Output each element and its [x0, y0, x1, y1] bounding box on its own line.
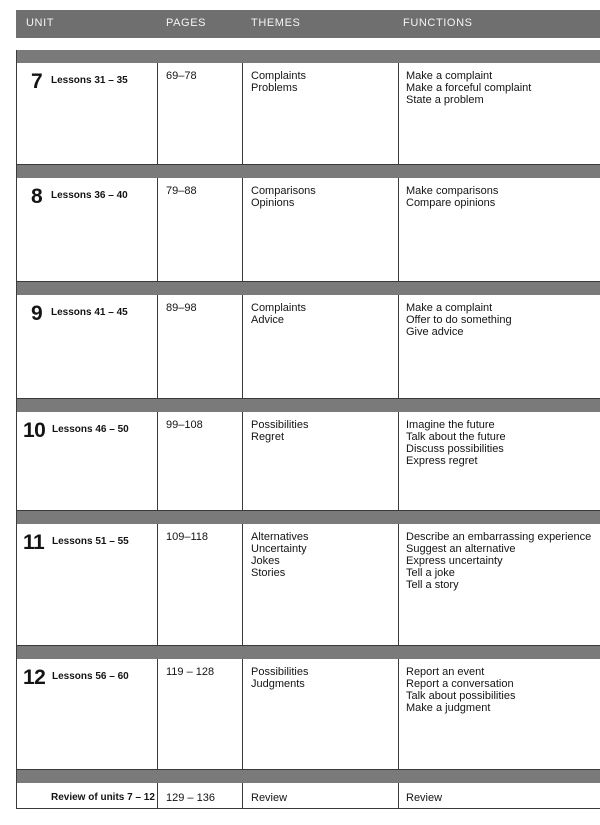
unit-lessons: Lessons 41 – 45 [51, 307, 128, 318]
header-themes: THEMES [251, 17, 301, 29]
unit-cell [17, 659, 158, 769]
pages-cell: 119 – 128 [158, 659, 243, 769]
header-functions: FUNCTIONS [403, 17, 473, 29]
unit-number: 10 [23, 419, 46, 442]
function-item: Describe an embarrassing experience [406, 531, 592, 543]
unit-lessons: Lessons 46 – 50 [52, 424, 129, 435]
function-item: Tell a joke [406, 567, 455, 579]
theme-item: Regret [251, 431, 285, 443]
theme-item: Stories [251, 567, 286, 579]
unit-cell [17, 412, 158, 510]
functions-cell [399, 295, 600, 398]
review-pages: 129 – 136 [158, 783, 243, 808]
unit-lessons: Lessons 36 – 40 [51, 190, 128, 201]
themes-cell [243, 178, 399, 281]
unit-cell [17, 295, 158, 398]
themes-cell [243, 659, 399, 769]
function-item: Imagine the future [406, 419, 495, 431]
functions-cell [399, 178, 600, 281]
functions-cell [399, 412, 600, 510]
function-item: Talk about the future [406, 431, 506, 443]
theme-item: Complaints [251, 70, 307, 82]
header-pages: PAGES [166, 17, 207, 29]
functions-cell [399, 524, 600, 645]
function-item: Give advice [406, 326, 464, 338]
unit-row [17, 412, 600, 511]
pages-cell: 89–98 [158, 295, 243, 398]
review-themes: Review [243, 783, 399, 808]
unit-number: 11 [23, 531, 45, 554]
unit-row [17, 295, 600, 399]
themes-cell [243, 412, 399, 510]
pages-cell: 79–88 [158, 178, 243, 281]
theme-item: Possibilities [251, 419, 309, 431]
review-row [17, 783, 600, 809]
function-item: Make a complaint [406, 302, 493, 314]
function-item: Express uncertainty [406, 555, 503, 567]
header-unit: UNIT [26, 17, 55, 29]
function-item: State a problem [406, 94, 484, 106]
function-item: Talk about possibilities [406, 690, 516, 702]
unit-cell [17, 178, 158, 281]
themes-cell [243, 524, 399, 645]
unit-row [17, 178, 600, 282]
function-item: Make a judgment [406, 702, 491, 714]
row-separator [17, 282, 600, 295]
function-item: Tell a story [406, 579, 459, 591]
function-item: Make a forceful complaint [406, 82, 532, 94]
row-separator [17, 646, 600, 659]
unit-number: 8 [31, 185, 43, 208]
unit-number: 9 [31, 302, 43, 325]
unit-cell [17, 524, 158, 645]
review-label: Review of units 7 – 12 [17, 783, 158, 808]
functions-cell [399, 63, 600, 164]
function-item: Offer to do something [406, 314, 512, 326]
unit-number: 12 [23, 666, 46, 689]
themes-cell [243, 63, 399, 164]
functions-cell [399, 659, 600, 769]
row-separator [17, 770, 600, 783]
themes-cell [243, 295, 399, 398]
review-functions: Review [406, 792, 443, 804]
function-item: Suggest an alternative [406, 543, 516, 555]
row-separator [17, 50, 600, 63]
unit-lessons: Lessons 51 – 55 [52, 536, 129, 547]
theme-item: Advice [251, 314, 285, 326]
unit-row [17, 659, 600, 770]
unit-cell [17, 63, 158, 164]
unit-row [17, 524, 600, 646]
row-separator [17, 511, 600, 524]
function-item: Express regret [406, 455, 478, 467]
theme-item: Uncertainty [251, 543, 307, 555]
theme-item: Judgments [251, 678, 305, 690]
unit-lessons: Lessons 56 – 60 [52, 671, 129, 682]
theme-item: Alternatives [251, 531, 309, 543]
function-item: Make a complaint [406, 70, 493, 82]
pages-cell: 69–78 [158, 63, 243, 164]
table-header [16, 10, 600, 38]
pages-cell: 109–118 [158, 524, 243, 645]
function-item: Make comparisons [406, 185, 499, 197]
pages-cell: 99–108 [158, 412, 243, 510]
theme-item: Opinions [251, 197, 295, 209]
function-item: Report a conversation [406, 678, 514, 690]
theme-item: Possibilities [251, 666, 309, 678]
row-separator [17, 399, 600, 412]
row-separator [17, 165, 600, 178]
unit-number: 7 [31, 70, 43, 93]
theme-item: Comparisons [251, 185, 316, 197]
function-item: Compare opinions [406, 197, 496, 209]
theme-item: Complaints [251, 302, 307, 314]
theme-item: Problems [251, 82, 298, 94]
unit-lessons: Lessons 31 – 35 [51, 75, 128, 86]
function-item: Report an event [406, 666, 485, 678]
unit-row [17, 63, 600, 165]
function-item: Discuss possibilities [406, 443, 504, 455]
theme-item: Jokes [251, 555, 280, 567]
syllabus-table [16, 50, 600, 809]
